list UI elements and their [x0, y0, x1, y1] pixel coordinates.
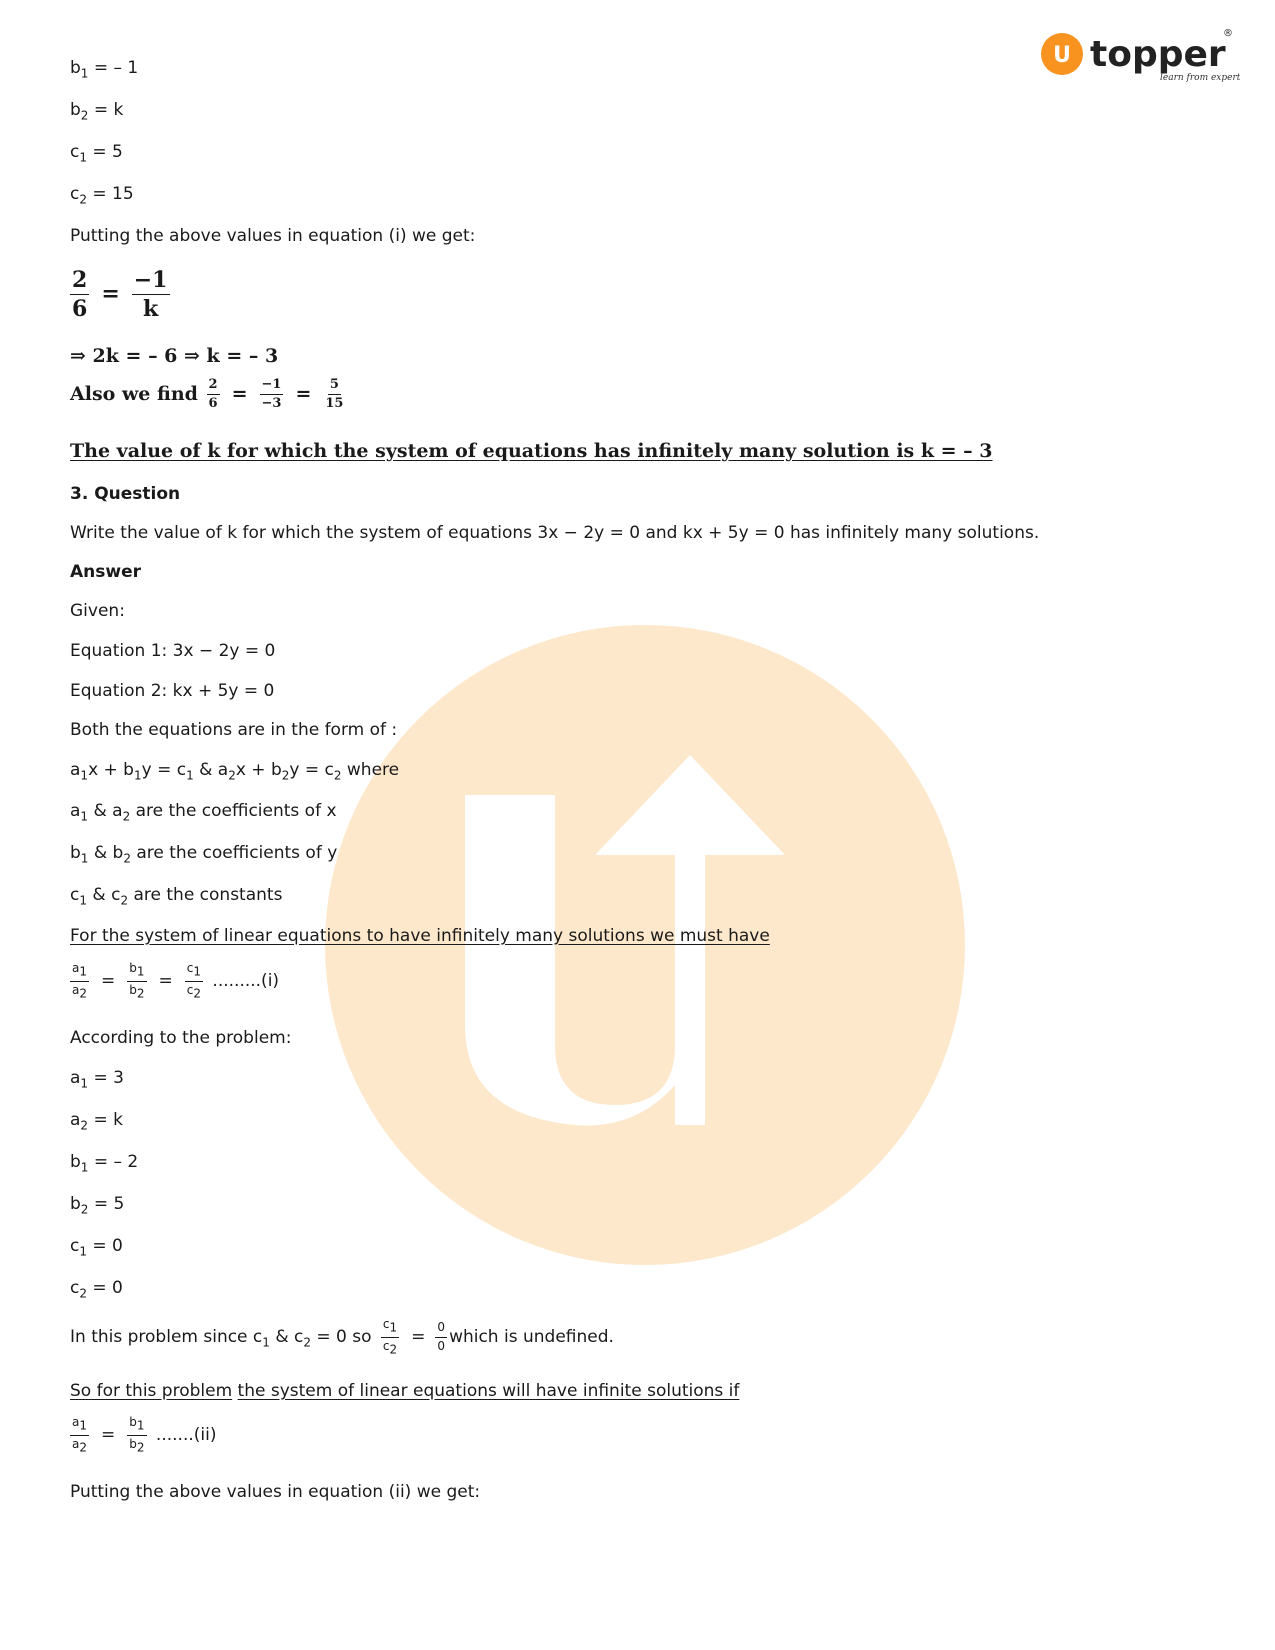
- ratio-condition-2: $\frac{a_1}{a_2}$ = $\frac{b_1}{b_2}$ .......(ii): [72, 1415, 217, 1454]
- given-label: Given:: [70, 601, 125, 621]
- coefficients-a: $a_1$ & $a_2$ are the coefficients of x: [70, 801, 337, 824]
- fraction-equation-1: $\frac{2}{6}$ = $\frac{-1}{k}$: [72, 267, 168, 323]
- question-heading: 3. Question: [70, 484, 181, 504]
- value-b1: $b_1$ = – 1: [70, 58, 139, 81]
- equation-2: Equation 2: kx + 5y = 0: [70, 681, 275, 701]
- value-c1: $c_1 = 0$: [70, 1236, 123, 1259]
- value-c2: $c_2 = 15$: [70, 184, 134, 207]
- form-text: Both the equations are in the form of :: [70, 720, 398, 740]
- topper-logo-mark: [1040, 22, 1240, 92]
- question-text: Write the value of k for which the system of equations 3x − 2y = 0 and kx + 5y = 0 has infinitely many solutions.: [70, 523, 1040, 543]
- constants-c: $c_1$ & $c_2$ are the constants: [70, 885, 283, 908]
- putting-text-2: Putting the above values in equation (ii) we get:: [70, 1482, 481, 1502]
- topper-logo: [1040, 22, 1240, 92]
- value-a2: $a_2 = k$: [70, 1110, 123, 1133]
- ratio-condition-1: $\frac{a_1}{a_2}$ = $\frac{b_1}{b_2}$ = $\frac{c_1}{c_2}$ .........(i): [72, 961, 280, 1000]
- value-b2: $b_2 = 5$: [70, 1194, 125, 1217]
- according-text: According to the problem:: [70, 1028, 292, 1048]
- value-b1: $b_1$ = – 2: [70, 1152, 139, 1175]
- value-c1: $c_1 = 5$: [70, 142, 123, 165]
- value-c2: $c_2 = 0$: [70, 1278, 123, 1301]
- value-b2: $b_2 = k$: [70, 100, 124, 123]
- since-undefined-text: In this problem since $c_1$ & $c_2 = 0$ so $\frac{c_1}{c_2}$ = $\frac{0}{0}$ which is undefined.: [70, 1317, 614, 1356]
- condition-text: For the system of linear equations to have infinitely many solutions we must have: [70, 926, 770, 946]
- value-a1: $a_1 = 3$: [70, 1068, 124, 1091]
- svg-text:®: ®: [1223, 28, 1233, 39]
- implication-line: ⇒ 2k = – 6 ⇒ k = – 3: [70, 345, 279, 367]
- putting-text-1: Putting the above values in equation (i) we get:: [70, 226, 476, 246]
- svg-text:topper: topper: [1090, 34, 1226, 75]
- result-statement: The value of k for which the system of equations has infinitely many solution is k = – 3: [70, 440, 993, 462]
- also-we-find: Also we find $\frac{2}{6}$ = $\frac{-1}{-3}$ = $\frac{5}{15}$: [70, 377, 344, 412]
- svg-text:U: U: [1053, 43, 1071, 68]
- svg-text:learn from experts: learn from experts: [1160, 73, 1240, 83]
- equation-1: Equation 1: 3x − 2y = 0: [70, 641, 276, 661]
- so-text: So for this problem the system of linear equations will have infinite solutions if: [70, 1381, 740, 1401]
- answer-heading: Answer: [70, 562, 141, 582]
- general-form: $a_1x + b_1y = c_1$ & $a_2x + b_2y = c_2$ where: [70, 760, 400, 783]
- coefficients-b: $b_1$ & $b_2$ are the coefficients of y: [70, 843, 338, 866]
